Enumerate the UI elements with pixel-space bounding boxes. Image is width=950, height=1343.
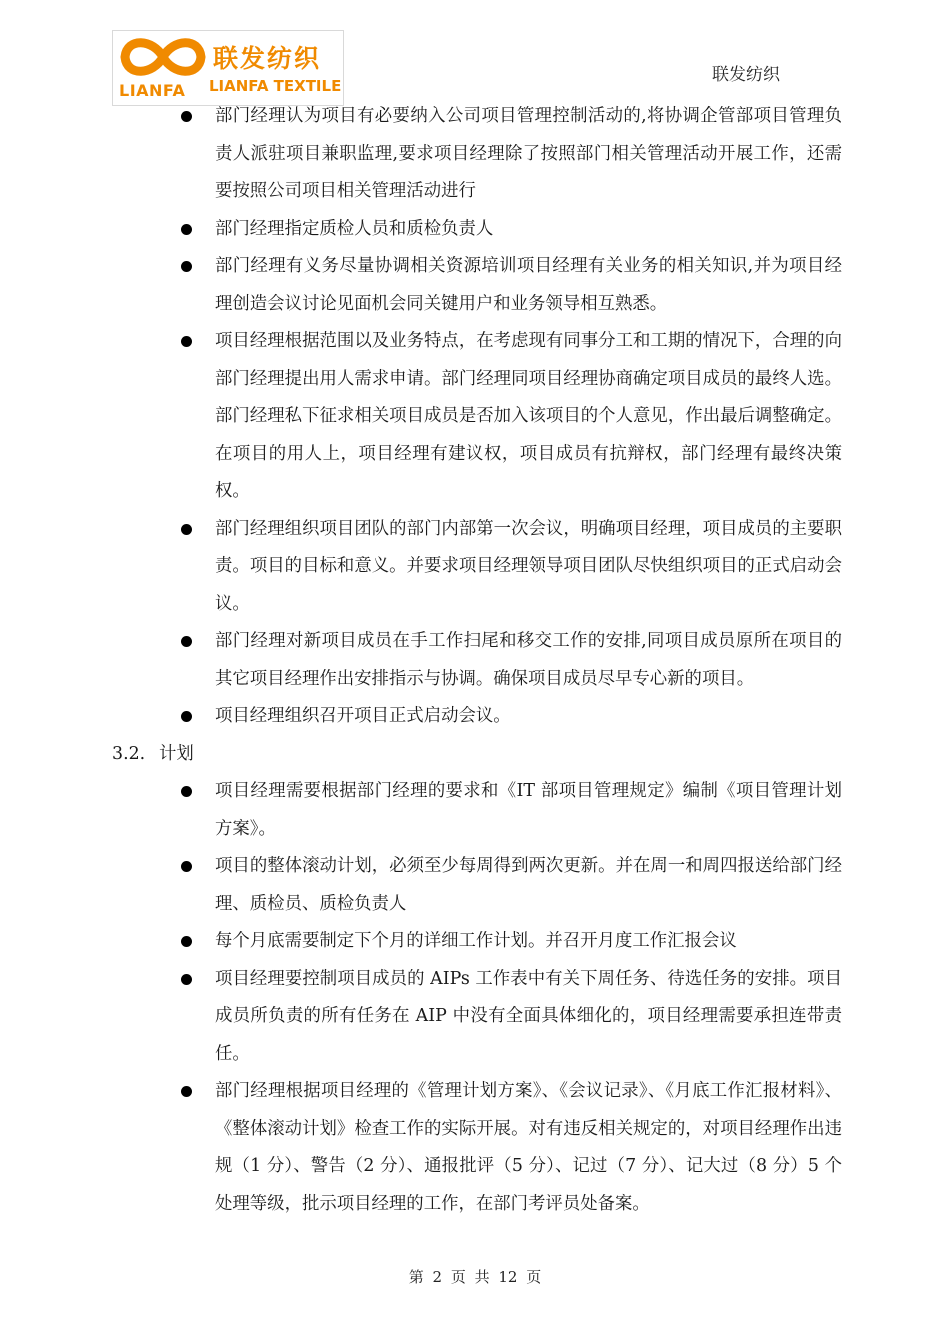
bullet-icon <box>181 524 192 535</box>
bullet-icon <box>181 974 192 985</box>
page-footer: 第 2 页 共 12 页 <box>408 1268 542 1286</box>
list-item: 项目经理需要根据部门经理的要求和《IT 部项目管理规定》编制《项目管理计划方案》。 <box>112 773 842 848</box>
list-item: 部门经理根据项目经理的《管理计划方案》、《会议记录》、《月底工作汇报材料》、《整体滚动计划》检查工作的实际开展。对有违反相关规定的，对项目经理作出违规（1 分）、警告（2 分）、通报批评（5 分）、记过（7 分）、记大过（8 分）5 个处理等级，批示项目经理的工作，在部门考评员处备案。 <box>112 1073 842 1223</box>
list-item: 部门经理指定质检人员和质检负责人 <box>112 211 842 249</box>
list-item: 部门经理有义务尽量协调相关资源培训项目经理有关业务的相关知识,并为项目经理创造会议讨论见面机会同关键用户和业务领导相互熟悉。 <box>112 248 842 323</box>
logo-english-name: LIANFA TEXTILE <box>209 77 342 95</box>
list-item: 项目经理组织召开项目正式启动会议。 <box>112 698 842 736</box>
infinity-logo-icon <box>113 31 213 83</box>
section-number: 3.2. <box>112 743 146 764</box>
list-item: 每个月底需要制定下个月的详细工作计划。并召开月度工作汇报会议 <box>112 923 842 961</box>
bullet-icon <box>181 936 192 947</box>
header-company-name: 联发纺织 <box>712 65 780 85</box>
list-item: 部门经理认为项目有必要纳入公司项目管理控制活动的,将协调企管部项目管理负责人派驻项目兼职监理,要求项目经理除了按照部门相关管理活动开展工作，还需要按照公司项目相关管理活动进行 <box>112 98 842 211</box>
list-item: 项目经理根据范围以及业务特点，在考虑现有同事分工和工期的情况下，合理的向部门经理提出用人需求申请。部门经理同项目经理协商确定项目成员的最终人选。部门经理私下征求相关项目成员是否加入该项目的个人意见，作出最后调整确定。在项目的用人上，项目经理有建议权，项目成员有抗辩权，部门经理有最终决策权。 <box>112 323 842 511</box>
company-logo <box>112 30 344 106</box>
bullet-icon <box>181 261 192 272</box>
bullet-icon <box>181 224 192 235</box>
bullet-list-2 <box>112 773 842 1223</box>
section-heading <box>112 736 842 774</box>
list-item: 部门经理组织项目团队的部门内部第一次会议，明确项目经理，项目成员的主要职责。项目的目标和意义。并要求项目经理领导项目团队尽快组织项目的正式启动会议。 <box>112 511 842 624</box>
bullet-list-1 <box>112 98 842 736</box>
logo-brand-name: LIANFA <box>119 81 186 100</box>
list-item: 项目经理要控制项目成员的 AIPs 工作表中有关下周任务、待选任务的安排。项目成员所负责的所有任务在 AIP 中没有全面具体细化的，项目经理需要承担连带责任。 <box>112 961 842 1074</box>
section-title: 计划 <box>159 743 194 764</box>
list-item: 项目的整体滚动计划，必须至少每周得到两次更新。并在周一和周四报送给部门经理、质检员、质检负责人 <box>112 848 842 923</box>
bullet-icon <box>181 1086 192 1097</box>
bullet-icon <box>181 861 192 872</box>
logo-chinese-name: 联发纺织 <box>213 44 322 73</box>
bullet-icon <box>181 111 192 122</box>
bullet-icon <box>181 786 192 797</box>
list-item: 部门经理对新项目成员在手工作扫尾和移交工作的安排,同项目成员原所在项目的其它项目经理作出安排指示与协调。确保项目成员尽早专心新的项目。 <box>112 623 842 698</box>
bullet-icon <box>181 336 192 347</box>
document-body <box>112 98 842 1223</box>
bullet-icon <box>181 711 192 722</box>
bullet-icon <box>181 636 192 647</box>
